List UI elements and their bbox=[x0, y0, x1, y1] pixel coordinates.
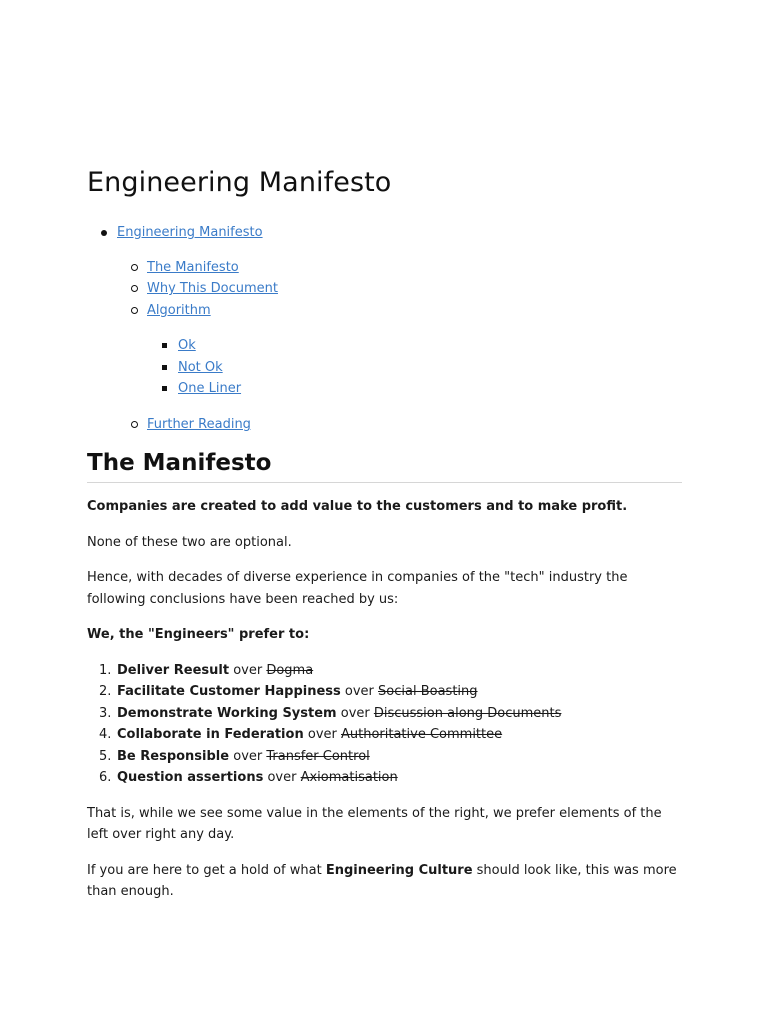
manifesto-item bbox=[87, 703, 682, 725]
paragraph-conclusions: Hence, with decades of diverse experience in companies of the "tech" industry the following conclusions have been reached by us: bbox=[87, 570, 628, 607]
item-preferred: Demonstrate Working System bbox=[117, 705, 337, 721]
paragraph-preference: That is, while we see some value in the elements of the right, we prefer elements of the left over right any day. bbox=[87, 805, 662, 842]
table-of-contents bbox=[87, 222, 682, 435]
paragraph-culture bbox=[87, 860, 682, 903]
culture-text-bold: Engineering Culture bbox=[325, 862, 473, 878]
manifesto-item bbox=[87, 767, 682, 789]
toc-item-not-ok bbox=[147, 357, 682, 379]
item-rejected: Axiomatisation bbox=[300, 770, 398, 785]
culture-text-after: should look like, this was more than enough. bbox=[87, 862, 677, 899]
manifesto-item bbox=[87, 746, 682, 768]
item-rejected: Transfer Control bbox=[266, 748, 370, 764]
toc-subsublist bbox=[147, 335, 682, 400]
paragraph-optional: None of these two are optional. bbox=[87, 534, 292, 550]
item-preferred: Facilitate Customer Happiness bbox=[117, 684, 341, 699]
item-number: 2. bbox=[99, 684, 112, 699]
lead-paragraph bbox=[87, 496, 682, 518]
item-preferred: Be Responsible bbox=[117, 748, 230, 764]
lead-text: Companies are created to add value to the customers and to make profit. bbox=[87, 499, 628, 514]
toc-sublist bbox=[117, 257, 682, 436]
item-rejected: Discussion along Documents bbox=[373, 705, 562, 721]
item-number: 1. bbox=[99, 662, 112, 678]
toc-link-engineering-manifesto[interactable]: Engineering Manifesto bbox=[117, 225, 263, 240]
page-title: Engineering Manifesto bbox=[87, 167, 392, 198]
item-rejected: Authoritative Committee bbox=[340, 727, 503, 742]
item-preferred: Collaborate in Federation bbox=[117, 727, 304, 742]
culture-text-before: If you are here to get a hold of what bbox=[87, 862, 326, 878]
toc-link-ok[interactable]: Ok bbox=[178, 338, 196, 353]
item-over: over bbox=[233, 662, 267, 678]
toc-link-algorithm[interactable]: Algorithm bbox=[147, 302, 211, 318]
prefer-heading bbox=[87, 624, 682, 646]
item-over: over bbox=[233, 748, 267, 764]
item-preferred: Deliver Reesult bbox=[117, 662, 230, 678]
toc-link-the-manifesto[interactable]: The Manifesto bbox=[147, 259, 239, 275]
manifesto-list bbox=[87, 660, 682, 789]
item-over: over bbox=[340, 705, 374, 721]
toc-item-the-manifesto bbox=[117, 257, 682, 279]
item-number: 5. bbox=[99, 748, 112, 764]
item-over: over bbox=[344, 684, 379, 699]
toc-item-why-this-document bbox=[117, 278, 682, 300]
toc-item-further-reading bbox=[117, 414, 682, 436]
toc-item-ok bbox=[147, 335, 682, 357]
item-over: over bbox=[307, 727, 341, 742]
toc-link-why-this-document[interactable]: Why This Document bbox=[147, 281, 278, 296]
toc-item-engineering-manifesto bbox=[87, 222, 682, 435]
toc-item-one-liner bbox=[147, 378, 682, 400]
item-over: over bbox=[267, 770, 301, 785]
manifesto-item bbox=[87, 724, 682, 746]
item-rejected: Social Boasting bbox=[378, 684, 478, 699]
item-number: 4. bbox=[99, 727, 112, 742]
toc-item-algorithm bbox=[117, 300, 682, 400]
item-preferred: Question assertions bbox=[117, 770, 264, 785]
toc-link-one-liner[interactable]: One Liner bbox=[178, 381, 242, 396]
toc-link-not-ok[interactable]: Not Ok bbox=[178, 359, 223, 375]
section-heading-the-manifesto: The Manifesto bbox=[87, 448, 682, 483]
item-rejected: Dogma bbox=[266, 662, 314, 678]
manifesto-item bbox=[87, 660, 682, 682]
toc-link-further-reading[interactable]: Further Reading bbox=[147, 416, 251, 432]
manifesto-item bbox=[87, 681, 682, 703]
item-number: 3. bbox=[99, 705, 112, 721]
prefer-text: We, the "Engineers" prefer to: bbox=[87, 627, 310, 642]
item-number: 6. bbox=[99, 770, 112, 785]
